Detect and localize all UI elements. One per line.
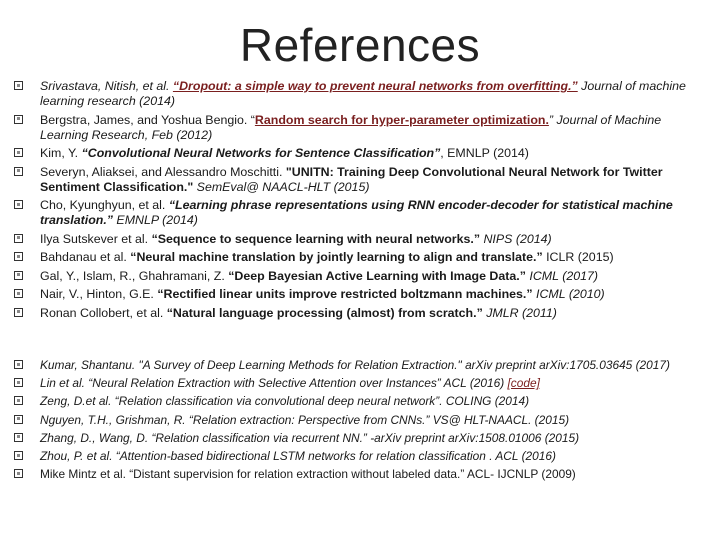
ref-authors: Severyn, Aliaksei, and Alessandro Moschitti. xyxy=(40,164,286,179)
reference-item xyxy=(14,358,706,373)
ref-authors: Ilya Sutskever et al. xyxy=(40,231,152,246)
ref-title: “Deep Bayesian Active Learning with Image Data.” xyxy=(228,268,526,283)
reference-item xyxy=(14,413,706,428)
reference-item xyxy=(14,467,706,482)
ref-venue: EMNLP (2014) xyxy=(112,213,198,228)
ref-title: “Natural language processing (almost) from scratch.” xyxy=(166,305,483,320)
ref-authors: Gal, Y., Islam, R., Ghahramani, Z. xyxy=(40,268,229,283)
reference-item xyxy=(14,376,706,391)
ref-title: “Sequence to sequence learning with neural networks.” xyxy=(151,231,481,246)
reference-item xyxy=(14,79,706,109)
checkbox-bullet-icon xyxy=(14,234,23,243)
reference-item xyxy=(14,165,706,195)
reference-item xyxy=(14,250,706,265)
ref-authors: Nair, V., Hinton, G.E. xyxy=(40,287,158,302)
ref-venue: ICML (2010) xyxy=(532,287,605,302)
ref-venue: , EMNLP (2014) xyxy=(440,146,529,161)
reference-item xyxy=(14,431,706,446)
checkbox-bullet-icon xyxy=(14,167,23,176)
checkbox-bullet-icon xyxy=(14,289,23,298)
ref-text: Mike Mintz et al. “Distant supervision for relation extraction without labeled data.” ACL- IJCNLP (2009) xyxy=(40,467,576,482)
reference-item xyxy=(14,287,706,302)
checkbox-bullet-icon xyxy=(14,433,23,442)
ref-text: Kumar, Shantanu. "A Survey of Deep Learning Methods for Relation Extraction." arXiv preprint arXiv:1705.03645 (2017) xyxy=(40,358,670,372)
checkbox-bullet-icon xyxy=(14,396,23,405)
ref-text: Zhang, D., Wang, D. “Relation classification via recurrent NN.” -arXiv preprint arXiv:1508.01006 (2015) xyxy=(40,430,580,445)
ref-text: Zeng, D.et al. “Relation classification via convolutional deep neural network”. COLING (2014) xyxy=(40,394,530,409)
ref-venue: ” Journal of Machine Learning Research, Feb (2012) xyxy=(40,112,662,142)
checkbox-bullet-icon xyxy=(14,308,23,317)
ref-authors: Srivastava, Nitish, et al. xyxy=(40,79,173,93)
ref-authors: Cho, Kyunghyun, et al. xyxy=(40,198,169,213)
page-title: References xyxy=(239,19,481,71)
reference-list-primary xyxy=(14,79,706,324)
ref-title: “Convolutional Neural Networks for Sentence Classification” xyxy=(81,146,441,161)
checkbox-bullet-icon xyxy=(14,451,23,460)
reference-item xyxy=(14,232,706,247)
ref-authors: Bergstra, James, and Yoshua Bengio. “ xyxy=(40,112,255,127)
ref-text: Lin et al. “Neural Relation Extraction with Selective Attention over Instances” ACL (2016) xyxy=(40,376,508,391)
ref-title-link[interactable]: “Dropout: a simple way to prevent neural networks from overfitting.” xyxy=(172,79,578,93)
ref-title: “Learning phrase representations using RNN encoder-decoder for statistical machine translation.” xyxy=(40,198,673,228)
ref-venue: ICLR (2015) xyxy=(542,250,614,265)
ref-venue: SemEval@ NAACL-HLT (2015) xyxy=(193,179,370,194)
checkbox-bullet-icon xyxy=(14,469,23,478)
ref-venue: NIPS (2014) xyxy=(480,231,552,246)
reference-item xyxy=(14,269,706,284)
reference-item xyxy=(14,146,706,161)
checkbox-bullet-icon xyxy=(14,415,23,424)
checkbox-bullet-icon xyxy=(14,81,23,90)
ref-text: Zhou, P. et al. “Attention-based bidirectional LSTM networks for relation classification . ACL (2016) xyxy=(40,449,556,464)
reference-item xyxy=(14,306,706,321)
reference-list-relation-extraction xyxy=(14,358,706,485)
checkbox-bullet-icon xyxy=(14,252,23,261)
ref-venue: JMLR (2011) xyxy=(482,305,557,320)
ref-title: “Rectified linear units improve restricted boltzmann machines.” xyxy=(157,287,533,302)
reference-item xyxy=(14,198,706,228)
checkbox-bullet-icon xyxy=(14,378,23,387)
ref-venue: ICML (2017) xyxy=(525,268,599,283)
code-link[interactable]: [code] xyxy=(507,376,540,391)
checkbox-bullet-icon xyxy=(14,271,23,280)
checkbox-bullet-icon xyxy=(14,360,23,369)
ref-authors: Bahdanau et al. xyxy=(40,250,131,265)
checkbox-bullet-icon xyxy=(14,200,23,209)
reference-item xyxy=(14,394,706,409)
ref-title: “Neural machine translation by jointly learning to align and translate.” xyxy=(130,250,543,265)
reference-item xyxy=(14,113,706,143)
ref-text: Nguyen, T.H., Grishman, R. “Relation extraction: Perspective from CNNs.” VS@ HLT-NAACL. (2015) xyxy=(40,412,570,427)
ref-title: "UNITN: Training Deep Convolutional Neural Network for Twitter Sentiment Classification." xyxy=(40,164,663,194)
reference-item xyxy=(14,449,706,464)
checkbox-bullet-icon xyxy=(14,148,23,157)
ref-venue: Journal of machine learning research (2014) xyxy=(40,79,686,109)
ref-authors: Ronan Collobert, et al. xyxy=(40,305,167,320)
checkbox-bullet-icon xyxy=(14,115,23,124)
ref-title-link[interactable]: Random search for hyper-parameter optimization. xyxy=(254,112,549,127)
ref-authors: Kim, Y. xyxy=(40,146,82,161)
